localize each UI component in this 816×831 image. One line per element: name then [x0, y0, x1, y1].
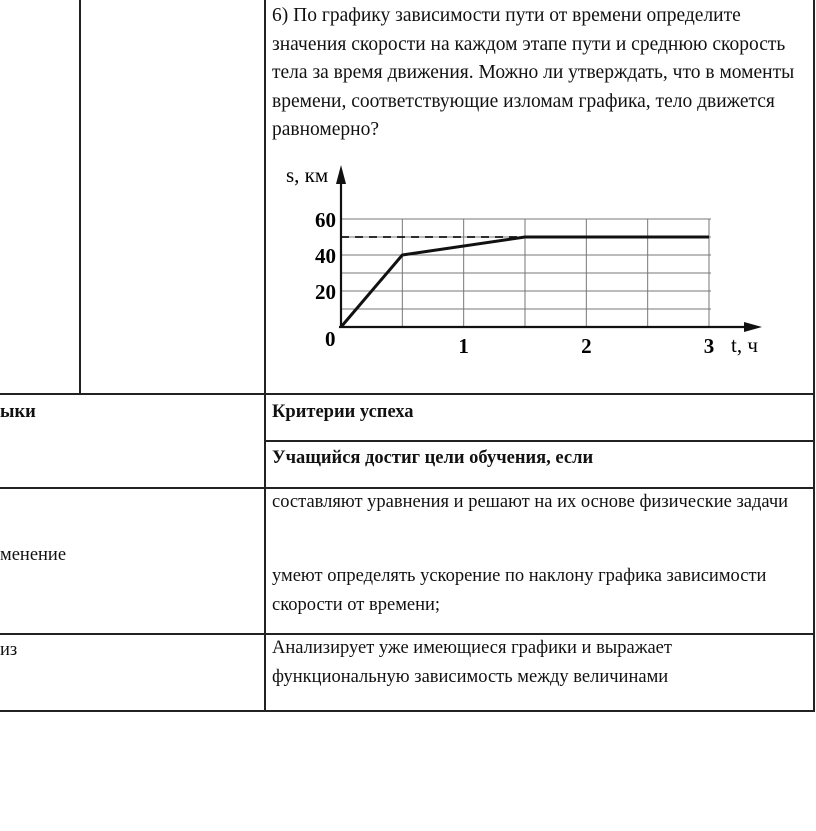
- x-tick-label-3: 3: [703, 334, 715, 358]
- skills-fragment: ыки: [0, 402, 36, 422]
- y-axis-label: s, км: [286, 163, 329, 187]
- y-tick-label-40: 40: [315, 244, 336, 268]
- y-tick-label-20: 20: [315, 280, 336, 304]
- application-fragment: менение: [0, 545, 67, 565]
- criteria-item-3: Анализирует уже имеющиеся графики и выражает функциональную зависимость между величинами: [272, 638, 672, 687]
- origin-label: 0: [325, 327, 336, 351]
- x-tick-label-1: 1: [458, 334, 469, 358]
- criteria-header: Критерии успеха: [272, 402, 414, 422]
- row-divider-bottom: [0, 710, 815, 712]
- criteria-subheader: Учащийся достиг цели обучения, если: [272, 448, 594, 468]
- y-tick-label-60: 60: [315, 208, 336, 232]
- criteria-item-2: умеют определять ускорение по наклону графика зависимости скорости от времени;: [272, 566, 767, 615]
- criteria-item-1: составляют уравнения и решают на их основе физические задачи: [272, 492, 789, 512]
- analysis-fragment: из: [0, 640, 18, 660]
- x-tick-label-2: 2: [581, 334, 592, 358]
- x-axis-label: t, ч: [731, 333, 758, 357]
- chart-grid: [341, 219, 711, 327]
- x-axis-arrow: [744, 322, 762, 332]
- row-divider-2: [264, 440, 815, 442]
- task-text: 6) По графику зависимости пути от времени определите значения скорости на каждом этапе пути и среднюю скорость тела за время движения. Можно ли утверждать, что в моменты времени, соответствующие изломам графика, тело движется равномерно?: [272, 5, 795, 140]
- y-axis-arrow: [336, 165, 346, 184]
- distance-time-chart: [0, 0, 816, 394]
